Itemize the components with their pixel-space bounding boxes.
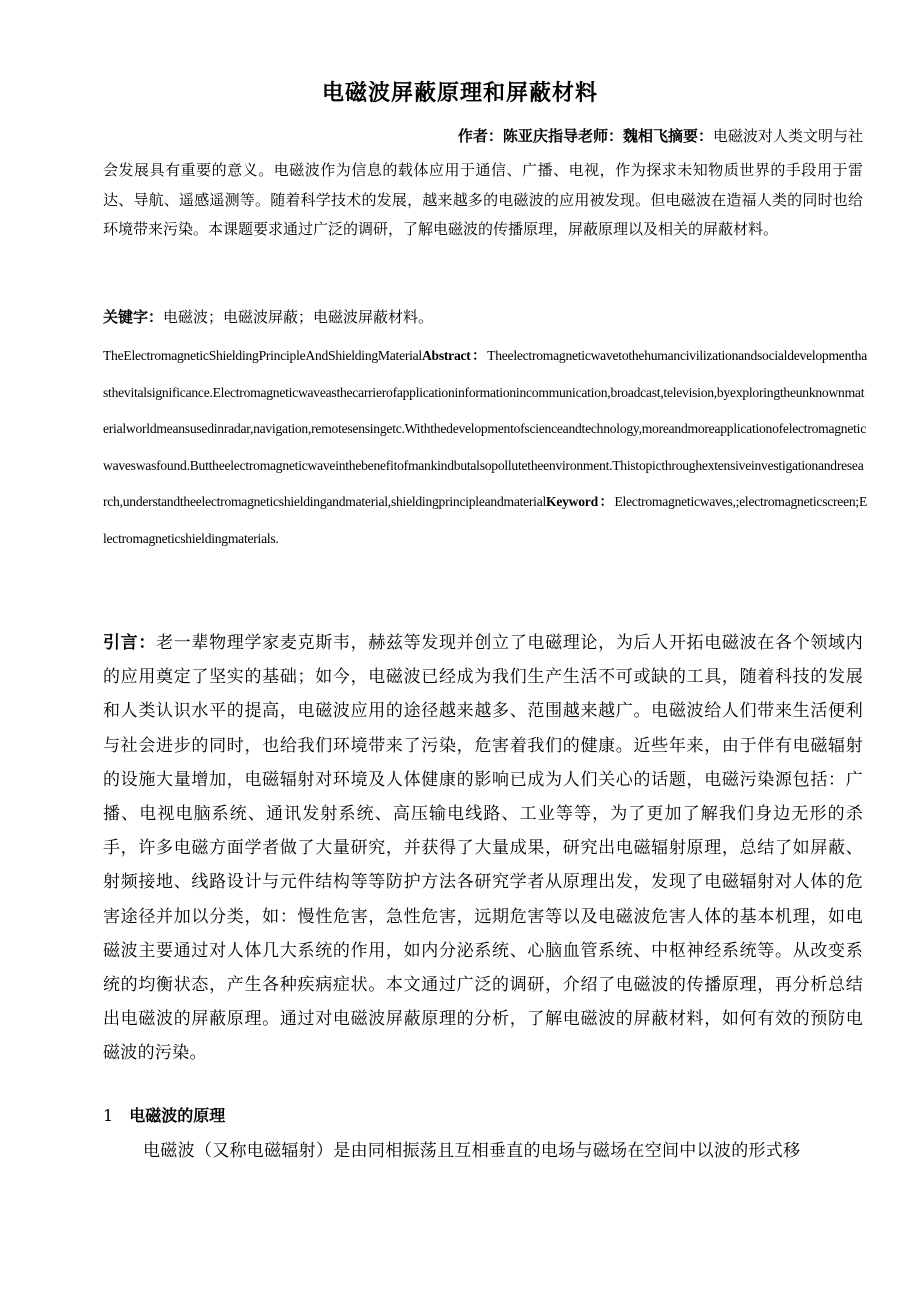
section-paragraph: 电磁波（又称电磁辐射）是由同相振荡且互相垂直的电场与磁场在空间中以波的形式移 bbox=[143, 1141, 801, 1161]
section-number: 1 bbox=[103, 1106, 114, 1125]
advisor-label: 指导老师： bbox=[547, 127, 623, 145]
intro-label: 引言： bbox=[103, 633, 157, 653]
author-line bbox=[103, 122, 863, 151]
english-keyword-label: Keyword： bbox=[546, 494, 615, 510]
intro-text: 老一辈物理学家麦克斯韦，赫兹等发现并创立了电磁理论，为后人开拓电磁波在各个领域内的应用奠定了坚实的基础；如今，电磁波已经成为我们生产生活不可或缺的工具，随着科技的发展和人类认识水平的提高，电磁波应用的途径越来越多、范围越来越广。电磁波给人们带来生活便利与社会进步的同时，也给我们环境带来了污染，危害着我们的健康。近些年来，由于伴有电磁辐射的设施大量增加，电磁辐射对环境及人体健康的影响已成为人们关心的话题，电磁污染源包括：广播、电视电脑系统、通讯发射系统、高压输电线路、工业等等，为了更加了解我们身边无形的杀手，许多电磁方面学者做了大量研究，并获得了大量成果，研究出电磁辐射原理，总结了如屏蔽、射频接地、线路设计与元件结构等等防护方法各研究学者从原理出发，发现了电磁辐射对人体的危害途径并加以分类，如：慢性危害，急性危害，远期危害等以及电磁波危害人体的基本机理，如电磁波主要通过对人体几大系统的作用，如内分泌系统、心脑血管系统、中枢神经系统等。从改变系统的均衡状态，产生各种疾病症状。本文通过广泛的调研，介绍了电磁波的传播原理，再分析总结出电磁波的屏蔽原理。通过对电磁波屏蔽原理的分析，了解电磁波的屏蔽材料，如何有效的预防电磁波的污染。 bbox=[103, 633, 864, 1064]
section-heading bbox=[103, 1101, 225, 1132]
abstract-lead: 电磁波对人类文明与社 bbox=[712, 127, 863, 145]
introduction bbox=[103, 626, 863, 1071]
abstract-cn: 会发展具有重要的意义。电磁波作为信息的载体应用于通信、广播、电视，作为探求未知物质世界的手段用于雷达、导航、遥感遥测等。随着科学技术的发展，越来越多的电磁波的应用被发现。但电磁波在造福人类的同时也给环境带来污染。本课题要求通过广泛的调研，了解电磁波的传播原理，屏蔽原理以及相关的屏蔽材料。 bbox=[103, 161, 863, 238]
english-abstract bbox=[103, 338, 867, 558]
paper-title: 电磁波屏蔽原理和屏蔽材料 bbox=[321, 81, 598, 106]
keywords-cn-label: 关键字： bbox=[103, 308, 164, 326]
author-name: 陈亚庆 bbox=[502, 127, 548, 145]
advisor-name: 魏相飞 bbox=[622, 127, 668, 145]
english-abstract-label: Abstract： bbox=[421, 348, 488, 363]
keywords-cn bbox=[103, 303, 863, 333]
section-title: 电磁波的原理 bbox=[129, 1106, 226, 1125]
keywords-cn-text: 电磁波；电磁波屏蔽；电磁波屏蔽材料。 bbox=[163, 308, 434, 326]
english-title: TheElectromagneticShieldingPrincipleAndShieldingMaterial bbox=[103, 348, 422, 363]
english-abstract-text: Theelectromagneticwavetothehumancivilizationandsocialdevelopmenthasthevitalsignificance.Electromagneticwaveasthecarrierofapplicationinformationincommunication,broadcast,television,byexploringtheunknownmaterialworldmeansusedinradar,navigation,remotesensingetc.Withthedevelopmentofscienceandtechnology,moreandmoreapplicationofelectromagneticwaveswasfound.Buttheelectromagneticwaveinthebenefitofmankindbutalsopollutetheenvironment.Thistopicthroughextensiveinvestigationandresearch,understandtheelectromagneticshieldingandmaterial,shieldingprincipleandmaterial bbox=[103, 348, 867, 510]
author-label: 作者： bbox=[457, 127, 503, 145]
abstract-label: 摘要： bbox=[667, 127, 713, 145]
english-keywords: Electromagneticwaves,;electromagneticscreen;Electromagneticshieldingmaterials. bbox=[103, 494, 867, 546]
